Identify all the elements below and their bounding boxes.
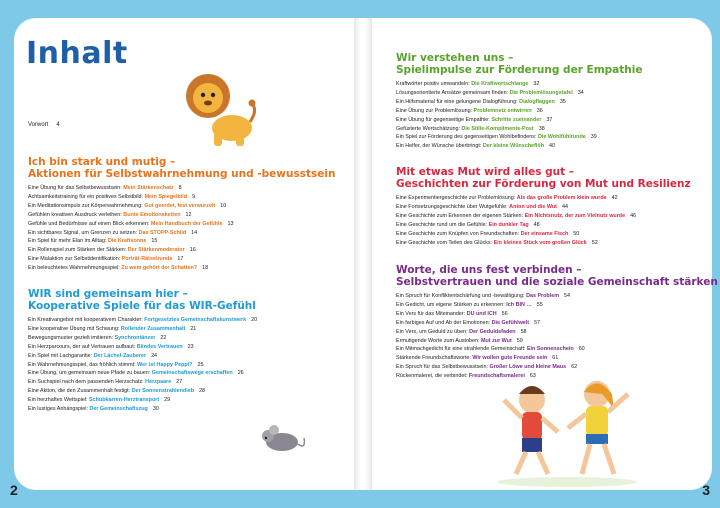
toc-entry-page: 8 (178, 185, 182, 191)
toc-entry-page: 28 (199, 388, 205, 395)
toc-entry-page: 24 (151, 352, 158, 359)
toc-entry-title: Ein Nichtsnutz, der zum Vielnutz wurde (524, 212, 626, 219)
toc-vorwort[interactable] (28, 122, 60, 128)
toc-entry-title: Der Sonnenstrahlendieb (131, 388, 194, 395)
toc-entry-page: 58 (520, 328, 527, 335)
toc-entry-description: Eine Aktion, die den Zusammenhalt festigt: (28, 388, 132, 395)
toc-entry-description: Ein Herzparcours, der auf Vertrauen aufbaut: (28, 343, 137, 350)
toc-section-4 (396, 166, 691, 247)
toc-entry-title: Porträt-Rätselrunde (121, 256, 173, 263)
toc-entry-title: Der Stärkenmoderator (127, 247, 185, 254)
toc-entry-title: Die Kraftwortschlange (471, 81, 529, 87)
toc-entry-page: 52 (591, 239, 598, 246)
toc-entry[interactable] (396, 89, 642, 98)
toc-entry-page: 14 (191, 229, 198, 236)
toc-entry[interactable] (396, 328, 718, 337)
toc-entry-description: Lösungsorientierte Ansätze gemeinsam finden: (396, 89, 510, 96)
toc-entry-title: Gut geerdet, fest verwurzelt (144, 202, 216, 209)
mouse-illustration (258, 420, 308, 454)
section-3-list (396, 80, 642, 151)
toc-entry-description: Ein Helfer, der Wünsche überbringt: (396, 143, 483, 150)
section-4-heading-line2: Geschichten zur Förderung von Mut und Resilienz (396, 178, 691, 190)
toc-entry-title: Synchrontänzer (114, 334, 156, 341)
toc-entry-title: Schubkarren-Herztransport (89, 397, 160, 404)
toc-entry[interactable] (396, 239, 691, 248)
toc-entry-page: 34 (577, 89, 584, 96)
toc-entry[interactable] (396, 133, 642, 142)
toc-entry-description: Ein Vers, um Geduld zu üben: (396, 328, 470, 335)
toc-entry-description: Eine Malaktion zur Selbstidentifikation: (28, 256, 122, 263)
toc-entry-description: Ein Gedicht, um eigene Stärken zu erkennen: (396, 301, 507, 308)
toc-entry-page: 40 (549, 143, 556, 150)
toc-entry-title: Der Lächel-Zauberer (93, 352, 147, 359)
toc-entry-description: Eine Fortsetzungsgeschichte über Wutgefühle: (396, 203, 510, 210)
toc-entry-title: Freundschaftsmalerei (468, 373, 525, 380)
toc-entry-description: Ein Kreativangebot mit kooperativem Charakter: (28, 317, 145, 323)
toc-entry-page: 15 (151, 238, 158, 245)
toc-entry-title: Blindes Vertrauen (136, 343, 183, 350)
section-5-heading-line1: Worte, die uns fest verbinden – (396, 264, 582, 276)
toc-entry-description: Gefühlen kreativen Ausdruck verleihen: (28, 211, 124, 218)
section-1-heading-line2: Aktionen für Selbstwahrnehmung und -bewusstsein (28, 168, 336, 180)
toc-section-1 (28, 156, 335, 273)
toc-entry-title: Die Kraftsonne (108, 238, 147, 245)
toc-entry-title: Das Problem (526, 293, 560, 299)
toc-entry-title: Ich BIN … (506, 301, 532, 308)
toc-entry[interactable] (28, 343, 257, 352)
toc-entry-title: Der kleine Wünscheflöh (482, 143, 545, 150)
toc-entry-description: Gefühle und Bedürfnisse auf einen Blick erkennen: (28, 220, 151, 227)
toc-entry-page: 26 (237, 370, 244, 377)
toc-entry-title: Ein kleines Stück vom großen Glück (493, 239, 587, 246)
toc-entry-description: Eine kooperative Übung mit Schwung: (28, 325, 121, 332)
toc-entry-page: 18 (202, 265, 209, 272)
section-3-heading-line1: Wir verstehen uns – (396, 52, 514, 64)
section-4-heading-line1: Mit etwas Mut wird alles gut – (396, 166, 575, 178)
toc-entry[interactable] (396, 116, 642, 125)
toc-entry[interactable] (396, 230, 691, 239)
toc-entry[interactable] (28, 193, 335, 202)
toc-entry-page: 50 (573, 230, 580, 237)
toc-entry-page: 60 (578, 346, 585, 353)
toc-entry-title: Der Gemeinschaftszug (89, 406, 148, 413)
toc-entry-title: Ein dunkler Tag (488, 221, 529, 228)
toc-entry[interactable] (28, 352, 257, 361)
toc-entry-description: Ein Spruch für das Selbstbewusstsein: (396, 364, 490, 371)
toc-entry-page: 35 (559, 98, 566, 105)
toc-entry-page: 10 (220, 202, 227, 209)
toc-entry-page: 42 (611, 195, 618, 201)
toc-entry-description: Gefüsterte Wertschätzung: (396, 125, 462, 132)
lion-illustration (178, 70, 258, 150)
page-title: Inhalt (26, 36, 128, 71)
toc-entry[interactable] (28, 396, 257, 405)
toc-entry-page: 27 (176, 379, 183, 386)
toc-entry-page: 55 (536, 301, 543, 308)
toc-entry-page: 59 (516, 337, 523, 344)
toc-entry-title: Mein Spiegelbild (144, 193, 188, 200)
toc-entry-title: Mein Stärkenschatz (123, 185, 174, 191)
toc-entry-description: Ein farbiges Auf und Ab der Emotionen: (396, 319, 492, 326)
section-2-heading-line2: Kooperative Spiele für das WIR-Gefühl (28, 300, 256, 312)
toc-entry-title: Bunte Emotionsketten (123, 211, 181, 218)
toc-entry-title: Der einsame Fisch (520, 230, 569, 237)
toc-entry-page: 17 (177, 256, 184, 263)
toc-entry[interactable] (396, 194, 691, 203)
section-1-heading-line1: Ich bin stark und mutig – (28, 156, 176, 168)
toc-entry-page: 29 (164, 397, 171, 404)
toc-entry-description: Bewegungsmuster gezielt imitieren: (28, 334, 115, 341)
toc-entry-description: Ein Mitmachgedicht für eine strahlende Gemeinschaft: (396, 346, 527, 353)
section-4-heading (396, 166, 691, 190)
toc-entry-title: Der Geduldsfaden (469, 328, 516, 335)
toc-entry-description: Eine Geschichte rund um die Gefühle: (396, 221, 489, 228)
toc-entry-title: Wer ist Happy Peppi? (137, 361, 193, 368)
vorwort-label: Vorwort (28, 122, 49, 128)
book-gutter (354, 18, 372, 490)
toc-entry[interactable] (28, 184, 335, 193)
toc-entry-page: 21 (190, 325, 197, 332)
toc-entry-description: Ein lustiges Anhängspiel: (28, 406, 90, 413)
section-4-list (396, 194, 691, 247)
left-page-number: 2 (10, 482, 18, 498)
toc-entry[interactable] (396, 310, 718, 319)
section-5-list (396, 292, 718, 381)
toc-entry-title: Gemeinschaftswege erschaffen (151, 370, 233, 377)
toc-entry[interactable] (28, 202, 335, 211)
section-5-heading-line2: Selbstvertrauen und die soziale Gemeinschaft stärken (396, 276, 718, 288)
toc-entry[interactable] (28, 361, 257, 370)
toc-entry[interactable] (396, 203, 691, 212)
toc-entry-description: Eine Geschichte zum Knüpfen von Freundschaften: (396, 230, 521, 237)
toc-entry-page: 9 (192, 193, 196, 200)
toc-entry-description: Eine Übung zur Problemlösung: (396, 107, 474, 114)
toc-entry[interactable] (28, 316, 257, 325)
toc-entry[interactable] (28, 255, 335, 264)
toc-entry-title: Problemnetz entwirren (473, 107, 532, 114)
toc-entry-description: Eine Übung, um gemeinsam neue Pfade zu bauen: (28, 370, 152, 377)
toc-entry-page: 54 (564, 293, 571, 299)
toc-entry-description: Achtsamkeitstraining für ein positives Selbstbild: (28, 193, 145, 200)
toc-entry-description: Eine Experimentiergeschichte zur Problemlösung: (396, 195, 517, 201)
toc-entry[interactable] (28, 334, 257, 343)
toc-entry[interactable] (396, 354, 718, 363)
toc-entry[interactable] (396, 363, 718, 372)
toc-entry-title: Großer Löwe und kleine Maus (489, 364, 567, 371)
toc-entry[interactable] (28, 369, 257, 378)
toc-entry[interactable] (396, 80, 642, 89)
right-page-number: 3 (702, 482, 710, 498)
toc-entry-title: Herzpaare (145, 379, 172, 386)
toc-entry-description: Ein Vers für das Miteinander: (396, 310, 467, 317)
toc-entry-description: Eine Übung für das Selbstbewusstsein: (28, 185, 124, 191)
toc-entry-description: Ein sichtbares Signal, um Grenzen zu setzen: (28, 229, 139, 236)
toc-entry-page: 20 (251, 317, 258, 323)
toc-entry-description: Eine Übung für gegenseitige Empathie: (396, 116, 492, 123)
toc-entry-page: 56 (501, 310, 508, 317)
toc-entry-title: Als das große Problem klein wurde (516, 195, 607, 201)
toc-entry[interactable] (28, 220, 335, 229)
toc-entry[interactable] (396, 319, 718, 328)
toc-entry-title: Fortgesetztes Gemeinschaftskunstwerk (144, 317, 247, 323)
toc-entry-page: 63 (529, 373, 536, 380)
toc-entry-title: Dialogflaggen (519, 98, 555, 105)
toc-entry-description: Ein Suchspiel nach dem passenden Herzschatz: (28, 379, 146, 386)
toc-entry-page: 39 (590, 134, 597, 141)
toc-entry[interactable] (396, 345, 718, 354)
toc-entry-title: Zu wem gehört der Schatten? (121, 265, 198, 272)
toc-entry[interactable] (396, 142, 642, 151)
toc-entry[interactable] (396, 125, 642, 134)
toc-entry-description: Ein Rollenspiel zum Stärken der Stärken: (28, 247, 128, 254)
toc-entry-title: Die Gefühlwelt (491, 319, 530, 326)
toc-entry-description: Kraftwörter positiv umwandeln: (396, 81, 472, 87)
toc-entry-title: Schritte zueinander (491, 116, 542, 123)
vorwort-page: 4 (56, 122, 60, 128)
toc-section-3 (396, 52, 642, 151)
toc-entry[interactable] (28, 237, 335, 246)
toc-entry-title: Die Wohlfühlrunde (537, 134, 586, 141)
toc-entry-page: 12 (185, 211, 192, 218)
section-3-heading-line2: Spielimpulse zur Förderung der Empathie (396, 64, 643, 76)
toc-entry-page: 61 (552, 355, 559, 362)
section-3-heading (396, 52, 642, 76)
toc-entry[interactable] (28, 387, 257, 396)
toc-entry[interactable] (28, 405, 257, 414)
toc-entry-description: Ermutigende Worte zum Austoben: (396, 337, 481, 344)
toc-entry-title: Wir wollen gute Freunde sein (472, 355, 548, 362)
toc-entry-title: Anton und die Wut (509, 203, 557, 210)
toc-entry-description: Ein beleuchtetes Wahrnehmungsspiel: (28, 265, 122, 272)
toc-entry-page: 13 (227, 220, 234, 227)
kids-illustration (492, 370, 642, 488)
toc-entry-page: 36 (536, 107, 543, 114)
toc-entry-title: Ein Sonnenschein (526, 346, 574, 353)
toc-entry-description: Ein Meditationsimpuls zur Körperwahrnehmung: (28, 202, 145, 209)
toc-entry-description: Ein Spruch für Konfliktentschärfung und -bewältigung: (396, 293, 527, 299)
toc-entry-title: Mut zur Wut (481, 337, 512, 344)
toc-entry[interactable] (28, 211, 335, 220)
toc-entry[interactable] (28, 264, 335, 273)
toc-entry-page: 57 (534, 319, 541, 326)
section-1-heading (28, 156, 335, 180)
toc-entry-description: Rückenmalerei, die verbindet: (396, 373, 469, 380)
toc-entry[interactable] (28, 325, 257, 334)
toc-entry[interactable] (28, 378, 257, 387)
section-2-list (28, 316, 257, 414)
toc-entry-description: Eine Geschichte vom Teilen des Glücks: (396, 239, 494, 246)
toc-entry-page: 32 (533, 81, 540, 87)
toc-entry-page: 46 (630, 212, 637, 219)
toc-entry[interactable] (396, 301, 718, 310)
toc-entry-page: 30 (152, 406, 159, 413)
toc-entry[interactable] (28, 246, 335, 255)
toc-entry-title: Die Problemlösungstafel (509, 89, 573, 96)
toc-entry-page: 22 (160, 334, 167, 341)
toc-entry[interactable] (28, 229, 335, 238)
toc-entry-title: Mein Handbuch der Gefühle (150, 220, 223, 227)
toc-entry-description: Ein Spiel zur Förderung des gegenseitigen Wohlbefindens: (396, 134, 538, 141)
toc-entry-description: Stärkende Freundschaftsworte: (396, 355, 473, 362)
toc-entry[interactable] (396, 107, 642, 116)
toc-entry-page: 44 (561, 203, 568, 210)
toc-entry-page: 23 (187, 343, 194, 350)
toc-entry-description: Ein Spiel für mehr Elan im Alltag: (28, 238, 108, 245)
toc-entry-page: 48 (533, 221, 540, 228)
toc-entry[interactable] (396, 337, 718, 346)
section-1-list (28, 184, 335, 273)
toc-entry-page: 38 (538, 125, 545, 132)
toc-section-5 (396, 264, 718, 381)
toc-entry[interactable] (396, 98, 642, 107)
toc-entry[interactable] (396, 292, 718, 301)
toc-entry-title: DU und ICH (466, 310, 497, 317)
toc-entry[interactable] (396, 372, 718, 381)
toc-entry-description: Ein herzhaftes Wettspiel: (28, 397, 90, 404)
toc-entry-description: Eine Geschichte zum Erkennen der eigenen Stärken: (396, 212, 525, 219)
toc-entry[interactable] (396, 212, 691, 221)
toc-entry-page: 25 (197, 361, 204, 368)
toc-entry[interactable] (396, 221, 691, 230)
toc-entry-description: Ein Wahrnehmungsspiel, das fröhlich stimmt: (28, 361, 138, 368)
toc-entry-page: 62 (571, 364, 578, 371)
section-2-heading-line1: WIR sind gemeinsam hier – (28, 288, 188, 300)
toc-entry-title: Das STOPP-Schild (138, 229, 187, 236)
toc-entry-description: Ein Spiel mit Lachgarantie: (28, 352, 94, 359)
section-5-heading (396, 264, 718, 288)
toc-entry-page: 37 (546, 116, 553, 123)
toc-entry-title: Die Stille-Komplimente-Post (461, 125, 534, 132)
toc-entry-description: Ein Hilfsmaterial für eine gelungene Dialogführung: (396, 98, 520, 105)
toc-entry-page: 16 (189, 247, 196, 254)
toc-section-2 (28, 288, 257, 414)
section-2-heading (28, 288, 257, 312)
toc-entry-title: Rollender Zusammenhalt (120, 325, 186, 332)
